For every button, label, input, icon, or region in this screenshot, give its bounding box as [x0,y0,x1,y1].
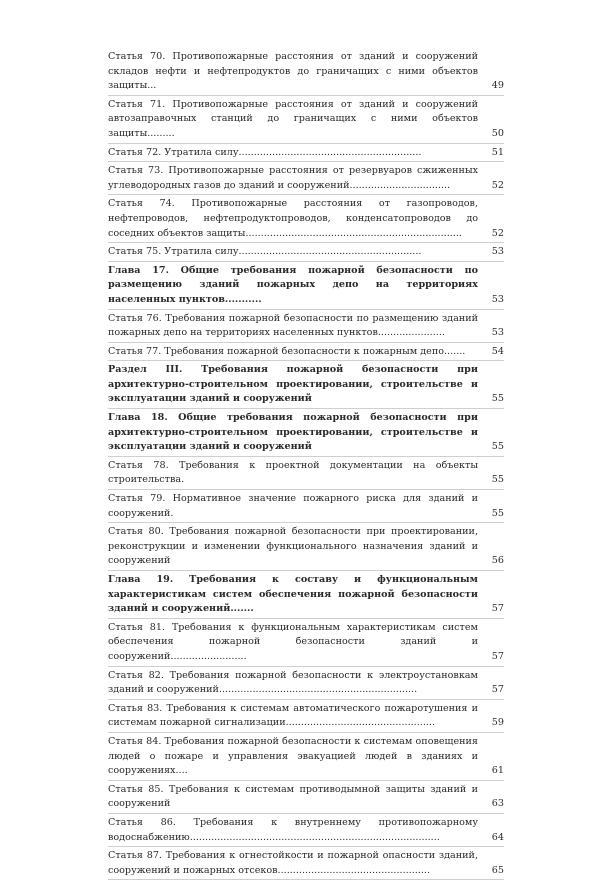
toc-page-number: 55 [491,393,504,405]
toc-page-number: 57 [491,684,504,696]
toc-entry-article-74[interactable] [108,195,504,243]
toc-page-number: 52 [491,227,504,239]
toc-entry-text: Глава 18. Общие требования пожарной безопасности при архитектурно-строительном проектировании, строительстве и эксплуатации зданий и сооружений [108,412,478,453]
toc-entry-text: Статья 70. Противопожарные расстояния от зданий и сооружений складов нефти и нефтепродуктов до граничащих с ними объектов защиты... [108,51,478,92]
toc-entry-article-72[interactable] [108,144,504,163]
toc-entry-text: Статья 74. Противопожарные расстояния от газопроводов, нефтепроводов, нефтепродуктопроводов, конденсатопроводов до соседних объектов защиты....................................................................... [108,198,478,239]
toc-entry-article-77[interactable] [108,343,504,362]
toc-entry-text: Статья 80. Требования пожарной безопасности при проектировании, реконструкции и изменении функционального назначения зданий и сооружений [108,526,478,567]
toc-entry-text: Статья 81. Требования к функциональным характеристикам систем обеспечения пожарной безопасности зданий и сооружений......................... [108,621,478,662]
toc-page-number: 64 [491,831,504,843]
toc-entry-chapter-17[interactable] [108,262,504,310]
toc-entry-text: Статья 86. Требования к внутреннему противопожарному водоснабжению.................................................................................. [108,816,478,843]
toc-entry-article-87[interactable] [108,847,504,880]
toc-entry-text: Статья 82. Требования пожарной безопасности к электроустановкам зданий и сооружений................................................................. [108,669,478,696]
toc-entry-text: Статья 73. Противопожарные расстояния от резервуаров сжиженных углеводородных газов до зданий и сооружений................................. [108,165,478,191]
toc-page-number: 55 [491,474,504,486]
toc-entry-text: Статья 85. Требования к системам противодымной защиты зданий и сооружений [108,783,478,810]
toc-page-number: 61 [491,765,504,777]
toc-page-number: 65 [491,864,504,876]
toc-entry-text: Глава 17. Общие требования пожарной безопасности по размещению зданий пожарных депо на территориях населенных пунктов........... [108,264,478,305]
toc-entry-article-76[interactable] [108,310,504,343]
toc-entry-text: Раздел III. Требования пожарной безопасности при архитектурно-строительном проектировании, строительстве и эксплуатации зданий и сооружений [108,364,478,405]
toc-page-number: 53 [491,327,504,339]
toc-entry-text: Статья 76. Требования пожарной безопасности по размещению зданий пожарных депо на территориях населенных пунктов...................... [108,312,478,339]
toc-entry-article-71[interactable] [108,96,504,144]
toc-entry-text: Статья 77. Требования пожарной безопасности к пожарным депо....... [108,345,466,357]
toc-entry-text: Статья 84. Требования пожарной безопасности к системам оповещения людей о пожаре и управления эвакуацией людей в зданиях и сооружениях.... [108,735,478,777]
toc-page-number: 57 [491,650,504,662]
toc-entry-article-80[interactable] [108,523,504,571]
toc-page-number: 50 [491,127,504,139]
toc-page-number: 52 [491,179,504,191]
toc-page-number: 53 [491,293,504,305]
toc-entry-chapter-18[interactable] [108,409,504,457]
toc-page-number: 55 [491,507,504,519]
toc-entry-article-81[interactable] [108,619,504,667]
toc-entry-text: Статья 72. Утратила силу............................................................ [108,146,422,158]
toc-page-number: 53 [491,246,504,258]
toc-entry-article-73[interactable] [108,162,504,195]
toc-entry-text: Статья 83. Требования к системам автоматического пожаротушения и системам пожарной сигнализации................................................. [108,702,478,729]
toc-entry-article-82[interactable] [108,667,504,700]
toc-entry-article-85[interactable] [108,781,504,814]
toc-entry-article-83[interactable] [108,700,504,733]
toc-entry-article-78[interactable] [108,457,504,490]
toc-entry-article-75[interactable] [108,243,504,262]
toc-entry-text: Статья 87. Требования к огнестойкости и пожарной опасности зданий, сооружений и пожарных отсеков.................................................. [108,850,478,876]
toc-entry-text: Статья 75. Утратила силу............................................................ [108,246,422,258]
toc-page-number: 49 [491,80,504,92]
toc-page-number: 59 [491,717,504,729]
toc-entry-section-3[interactable] [108,361,504,409]
toc-page-number: 63 [491,798,504,810]
toc-entry-article-70[interactable] [108,48,504,96]
toc-page-number: 51 [491,146,504,158]
toc-page-number: 54 [491,345,504,357]
toc-page-number: 55 [491,441,504,453]
toc-entry-article-79[interactable] [108,490,504,523]
toc-page-number: 56 [491,555,504,567]
toc-entry-text: Статья 79. Нормативное значение пожарного риска для зданий и сооружений. [108,493,478,519]
toc-page-number: 57 [491,603,504,615]
toc-entry-article-84[interactable] [108,733,504,781]
toc-entry-chapter-19[interactable] [108,571,504,619]
toc-entry-text: Статья 71. Противопожарные расстояния от зданий и сооружений автозаправочных станций до граничащих с ними объектов защиты......... [108,98,478,139]
toc-entry-article-86[interactable] [108,814,504,847]
toc-entry-text: Статья 78. Требования к проектной документации на объекты строительства. [108,459,478,486]
toc-entry-text: Глава 19. Требования к составу и функциональным характеристикам систем обеспечения пожарной безопасности зданий и сооружений....... [108,574,478,615]
